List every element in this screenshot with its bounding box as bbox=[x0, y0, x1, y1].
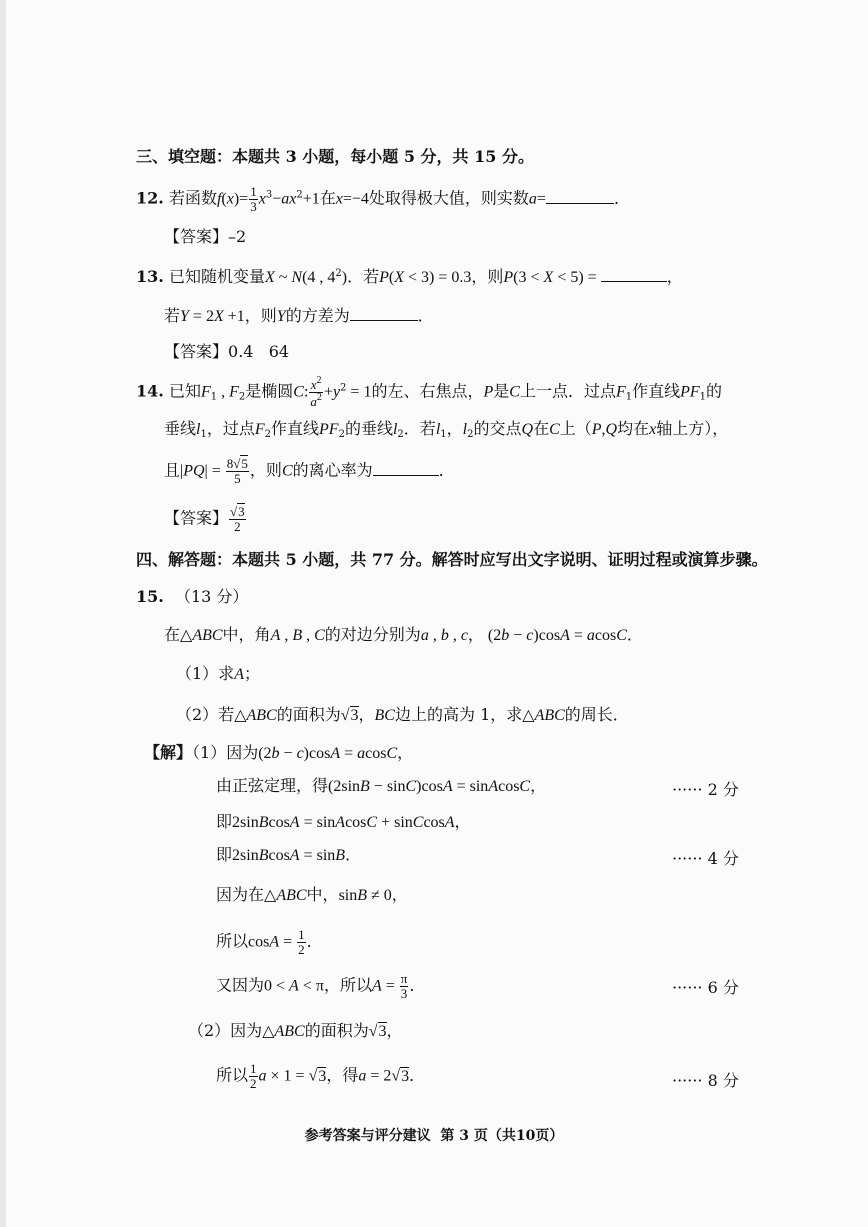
q15-stem-c: 的对边分别为 bbox=[324, 625, 421, 644]
q14-number: 14. bbox=[136, 381, 164, 401]
solution-p2-b: 的面积为 bbox=[304, 1021, 369, 1040]
q14-line3-c: 的离心率为 bbox=[292, 460, 373, 480]
q14-answer bbox=[164, 505, 247, 533]
solution-part1-intro: 【解】（1）因为(2b − c)cosA = acosC， bbox=[144, 743, 414, 762]
solution-step-2: 即2sinBcosA = sinAcosC + sinCcosA， bbox=[216, 812, 471, 831]
question-15-header bbox=[136, 588, 248, 606]
solution-s6-b: ，所以 bbox=[323, 975, 372, 995]
q15-part2-b: 的面积为 bbox=[276, 705, 341, 724]
solution-s5: 所以 bbox=[216, 931, 249, 951]
solution-p1-intro: （1）因为 bbox=[192, 743, 259, 762]
q14-line2-a: 垂线 bbox=[164, 419, 197, 438]
q14-line2-c: 作直线 bbox=[271, 419, 320, 438]
q13-line2-a: 若 bbox=[164, 306, 181, 325]
answer-blank bbox=[350, 319, 418, 321]
solution-s3: 即 bbox=[216, 845, 233, 864]
q12-text-a: 若函数 bbox=[168, 188, 217, 208]
solution-step-1: 由正弦定理，得(2sinB − sinC)cosA = sinAcosC， bbox=[216, 776, 547, 795]
q14-line2-d: 的垂线 bbox=[344, 419, 393, 438]
question-13: 13. 已知随机变量X ~ N(4 , $4^2$)．若P(X < 3) = 0.3，则P(3 < X < 5) = ， bbox=[136, 267, 683, 286]
q15-part2: （2）若△ABC的面积为√3，BC边上的高为 1，求△ABC的周长． bbox=[176, 705, 629, 724]
solution-step-6: 又因为0 < A < π，所以A = $\frac{\pi}{3}$ ． bbox=[216, 971, 426, 1001]
page-edge-shadow bbox=[0, 0, 6, 1227]
q15-part1: （1）求A； bbox=[176, 664, 260, 683]
answer-blank bbox=[601, 280, 667, 282]
q15-score: （13 分） bbox=[174, 587, 249, 606]
q14-line2-f: 的交点 bbox=[473, 419, 522, 438]
q15-stem: 在△ABC中，角A , B , C的对边分别为a , b , c， (2b − c)cosA = acosC． bbox=[164, 625, 643, 644]
solution-step-4: 因为在△ABC中，sinB ≠ 0， bbox=[216, 885, 408, 904]
q14-line3: 且|PQ| = $\frac{8√5}{5}$ ，则C的离心率为 ． bbox=[164, 456, 455, 486]
page-footer: 参考答案与评分建议 第 3 页（共10页） bbox=[304, 1128, 564, 1144]
solution-s2: 即 bbox=[216, 812, 233, 831]
q15-part1-text: （1）求 bbox=[176, 664, 235, 683]
section-fill-header: 三、填空题：本题共 3 小题，每小题 5 分，共 15 分。 bbox=[136, 147, 534, 166]
frac-one-third: $\frac{1}{3}$ bbox=[250, 184, 257, 214]
q14-line1-g: 的 bbox=[706, 381, 723, 401]
points-8: ······ 8 分 bbox=[672, 1071, 739, 1090]
q14-line1-c: 的左、右焦点， bbox=[371, 381, 484, 401]
q14-line2-g: 在 bbox=[533, 419, 550, 438]
q12-number: 12. bbox=[136, 188, 164, 208]
q14-line1-e: 上一点．过点 bbox=[519, 381, 616, 401]
q15-stem-b: 中，角 bbox=[222, 625, 271, 644]
q13-answer-value: 0.4 64 bbox=[228, 342, 290, 361]
q14-line1-b: 是椭圆 bbox=[245, 381, 294, 401]
section-solve-header: 四、解答题：本题共 5 小题，共 77 分。解答时应写出文字说明、证明过程或演算步骤。 bbox=[136, 550, 768, 569]
q13-text-a: 已知随机变量 bbox=[168, 267, 265, 286]
q15-part2-d: 的周长． bbox=[564, 705, 629, 724]
frac-sqrt3-2: $\frac{√3}{2}$ bbox=[230, 504, 245, 534]
solution-s7-a: 所以 bbox=[216, 1065, 249, 1085]
q14-line1-d: 是 bbox=[493, 381, 510, 401]
q12-text-c: 处取得极大值，则实数 bbox=[368, 188, 529, 208]
q15-part2-c: 边上的高为 1，求 bbox=[394, 705, 523, 724]
q14-line1-f: 作直线 bbox=[632, 381, 681, 401]
q15-part2-a: （2）若 bbox=[176, 705, 235, 724]
answer-blank bbox=[546, 202, 614, 204]
solution-part2-intro: （2）因为△ABC的面积为√3， bbox=[188, 1021, 403, 1040]
solution-s4-b: 中， bbox=[306, 885, 339, 904]
q13-line2: 若Y = 2X +1，则Y的方差为 ． bbox=[164, 306, 434, 325]
q12-text-b: 在 bbox=[319, 188, 336, 208]
q13-text-c: ，则 bbox=[471, 267, 504, 286]
q14-line2-e: ．若 bbox=[403, 419, 436, 438]
frac-x2-a2: $\frac{x^2}{a^2}$ bbox=[310, 375, 322, 409]
answer-label: 【答案】 bbox=[164, 508, 229, 528]
frac-one-half: $\frac{1}{2}$ bbox=[298, 927, 305, 957]
q14-line2-h: 上（ bbox=[559, 419, 592, 438]
q13-text-b: ．若 bbox=[347, 267, 380, 286]
solution-s6-a: 又因为 bbox=[216, 975, 265, 995]
solution-s7-b: ，得 bbox=[326, 1065, 359, 1085]
solution-s1: 由正弦定理，得 bbox=[216, 776, 329, 795]
solution-step-5: 所以cosA = $\frac{1}{2}$ ． bbox=[216, 927, 323, 957]
solution-step-7: 所以 $\frac{1}{2}$ a × 1 = √3，得a = 2√3． bbox=[216, 1061, 426, 1091]
q14-line2-b: ，过点 bbox=[206, 419, 255, 438]
solution-label: 【解】 bbox=[144, 743, 193, 762]
q14-line1-a: 已知 bbox=[168, 381, 201, 401]
question-14: 14. 已知$F_1$ , $F_2$是椭圆C: $\frac{x^2}{a^2}$ $+y^2 = 1$的左、右焦点，P是C上一点．过点$F_1$作直线$PF_1$的 bbox=[136, 375, 723, 409]
q12-answer bbox=[164, 228, 246, 246]
points-4: ······ 4 分 bbox=[672, 849, 739, 868]
answer-blank bbox=[373, 474, 439, 476]
q14-line2-i: 均在 bbox=[617, 419, 650, 438]
q15-stem-a: 在 bbox=[164, 625, 181, 644]
solution-p2-a: （2）因为 bbox=[188, 1021, 263, 1040]
solution-s4-a: 因为在 bbox=[216, 885, 265, 904]
q15-number: 15. bbox=[136, 587, 164, 606]
q14-line3-a: 且 bbox=[164, 460, 181, 480]
solution-step-3: 即2sinBcosA = sinB． bbox=[216, 845, 362, 864]
q14-line2-j: 轴上方）， bbox=[656, 419, 729, 438]
frac-8sqrt5-5: $\frac{8√5}{5}$ bbox=[226, 456, 248, 486]
q13-answer bbox=[164, 343, 289, 361]
q13-number: 13. bbox=[136, 267, 164, 286]
frac-pi-3: $\frac{\pi}{3}$ bbox=[400, 971, 408, 1001]
q13-line2-b: ，则 bbox=[244, 306, 277, 325]
q14-line2: 垂线$l_1$，过点$F_2$作直线$PF_2$的垂线$l_2$．若$l_1$，$l_2$的交点Q在C上（P,Q均在x轴上方）， bbox=[164, 419, 729, 440]
q13-line2-c: 的方差为 bbox=[285, 306, 350, 325]
points-2: ······ 2 分 bbox=[672, 780, 739, 799]
answer-label: 【答案】 bbox=[164, 342, 229, 361]
frac-one-half: $\frac{1}{2}$ bbox=[250, 1061, 257, 1091]
q14-line3-b: ，则 bbox=[249, 460, 282, 480]
answer-label: 【答案】 bbox=[164, 227, 229, 246]
points-6: ······ 6 分 bbox=[672, 978, 739, 997]
question-12: 12. 若函数f(x)= $\frac{1}{3}$ $x^3-ax^2+1$在x=−4处取得极大值，则实数a= ． bbox=[136, 184, 630, 214]
q12-answer-value: –2 bbox=[228, 227, 247, 246]
